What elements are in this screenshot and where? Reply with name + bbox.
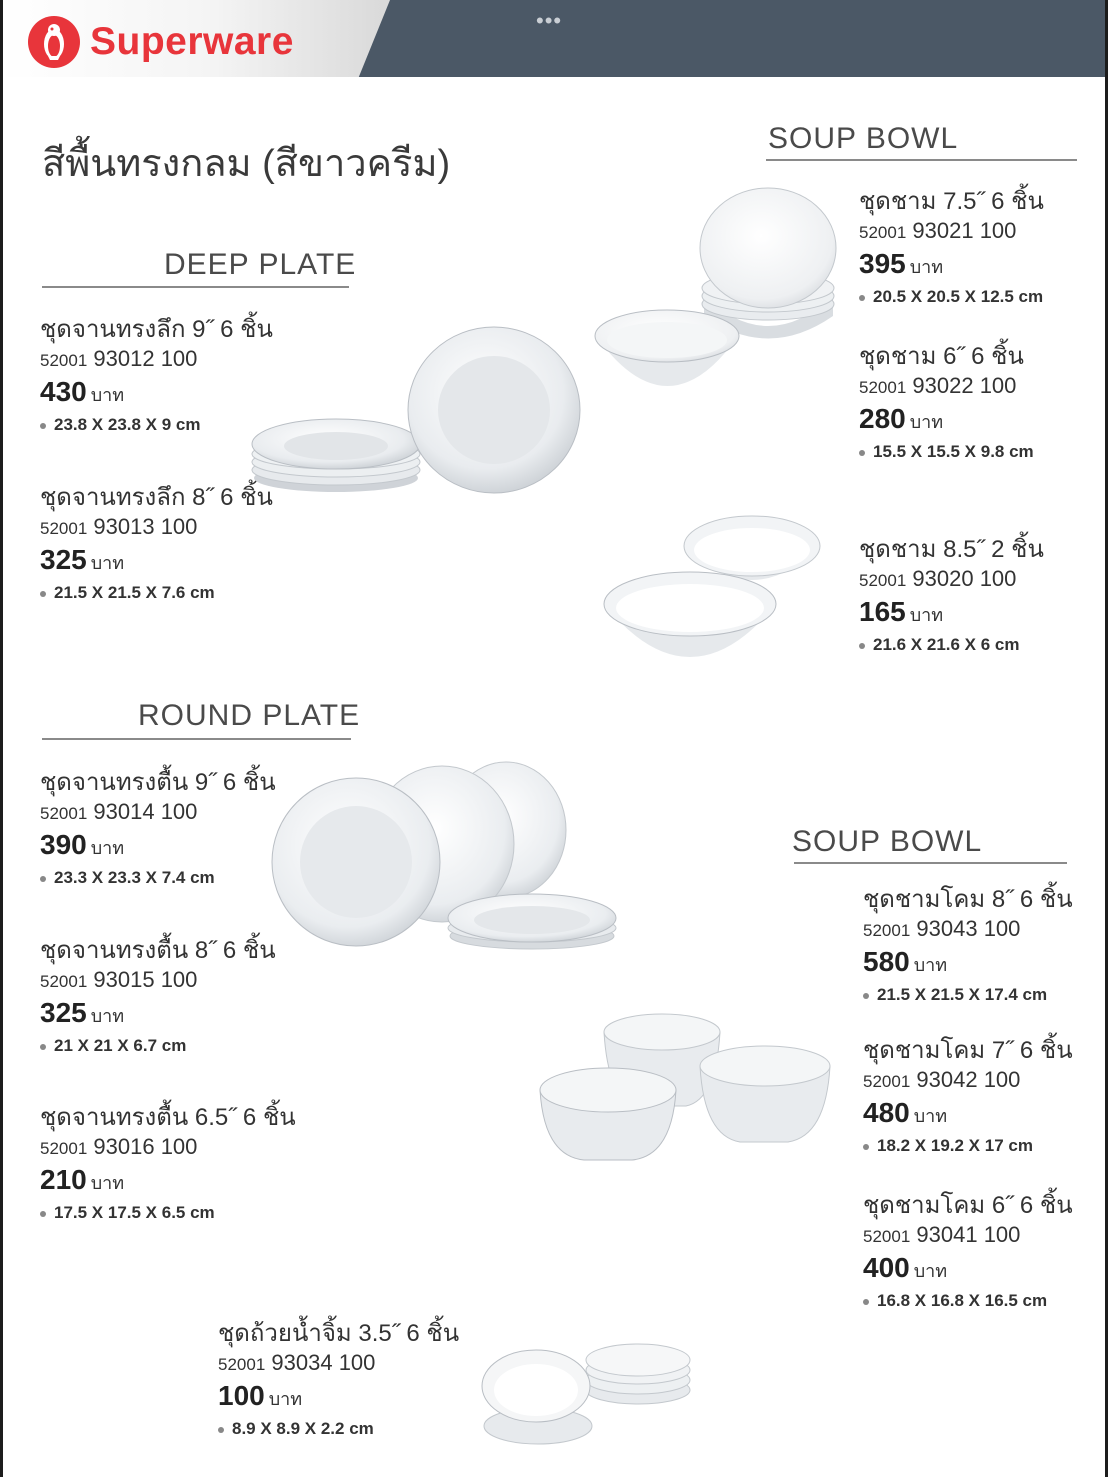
product-price: 165 บาท <box>859 596 944 627</box>
product-code: 52001 93034 100 <box>218 1350 376 1375</box>
product-price: 430 บาท <box>40 376 125 407</box>
product-price: 325 บาท <box>40 997 125 1028</box>
product-item-deep-plate-9[interactable] <box>40 315 273 436</box>
section-title-soup-bowl: SOUP BOWL <box>768 122 959 155</box>
product-code: 52001 93041 100 <box>863 1222 1021 1247</box>
product-dimensions: 16.8 X 16.8 X 16.5 cm <box>863 1290 1073 1312</box>
product-dimensions: 18.2 X 19.2 X 17 cm <box>863 1135 1073 1157</box>
section-title-soup-bowl: SOUP BOWL <box>792 825 983 858</box>
section-divider <box>794 862 1067 864</box>
product-name: ชุดจานทรงลึก 8˝ 6 ชิ้น <box>40 484 273 511</box>
product-dimensions: 23.3 X 23.3 X 7.4 cm <box>40 867 276 889</box>
product-dimensions: 23.8 X 23.8 X 9 cm <box>40 414 273 436</box>
product-name: ชุดจานทรงตื้น 6.5˝ 6 ชิ้น <box>40 1104 296 1131</box>
product-price: 280 บาท <box>859 403 944 434</box>
product-code: 52001 93012 100 <box>40 346 198 371</box>
section-title-deep-plate: DEEP PLATE <box>164 248 357 281</box>
product-item-round-plate-9[interactable] <box>40 768 276 889</box>
product-name: ชุดชามโคม 6˝ 6 ชิ้น <box>863 1192 1073 1219</box>
product-item-sauce-cup-3-5[interactable] <box>218 1319 459 1440</box>
product-dimensions: 21.6 X 21.6 X 6 cm <box>859 634 1044 656</box>
product-name: ชุดชามโคม 7˝ 6 ชิ้น <box>863 1037 1073 1064</box>
product-code: 52001 93021 100 <box>859 218 1017 243</box>
product-item-deep-plate-8[interactable] <box>40 483 273 604</box>
product-dimensions: 20.5 X 20.5 X 12.5 cm <box>859 286 1044 308</box>
section-title-round-plate: ROUND PLATE <box>138 699 361 732</box>
product-name: ชุดชาม 6˝ 6 ชิ้น <box>859 343 1024 370</box>
product-code: 52001 93020 100 <box>859 566 1017 591</box>
section-divider <box>766 159 1077 161</box>
product-item-soup-bowl-8-5[interactable] <box>859 535 1044 656</box>
product-dimensions: 17.5 X 17.5 X 6.5 cm <box>40 1202 296 1224</box>
soup-bowl-8-5-set-image <box>598 510 826 678</box>
product-price: 100 บาท <box>218 1380 303 1411</box>
brand-name: Superware <box>90 20 294 63</box>
header-bar <box>0 0 1108 77</box>
product-name: ชุดถ้วยน้ำจิ้ม 3.5˝ 6 ชิ้น <box>218 1320 460 1347</box>
product-code: 52001 93016 100 <box>40 1134 198 1159</box>
product-name: ชุดชาม 7.5˝ 6 ชิ้น <box>859 188 1044 215</box>
product-price: 390 บาท <box>40 829 125 860</box>
soup-bowl-7-5-set-image <box>590 186 845 392</box>
product-item-soup-bowl-7-5[interactable] <box>859 187 1044 308</box>
dome-bowl-set-image <box>538 1010 833 1165</box>
product-price: 210 บาท <box>40 1164 125 1195</box>
product-code: 52001 93043 100 <box>863 916 1021 941</box>
section-divider <box>42 286 349 288</box>
product-dimensions: 15.5 X 15.5 X 9.8 cm <box>859 441 1034 463</box>
product-price: 480 บาท <box>863 1097 948 1128</box>
product-price: 580 บาท <box>863 946 948 977</box>
product-price: 395 บาท <box>859 248 944 279</box>
product-dimensions: 21.5 X 21.5 X 17.4 cm <box>863 984 1073 1006</box>
product-dimensions: 21 X 21 X 6.7 cm <box>40 1035 276 1057</box>
product-name: ชุดจานทรงตื้น 9˝ 6 ชิ้น <box>40 769 276 796</box>
product-item-dome-bowl-7[interactable] <box>863 1036 1073 1157</box>
product-price: 325 บาท <box>40 544 125 575</box>
product-code: 52001 93022 100 <box>859 373 1017 398</box>
deep-plate-set-image <box>250 318 585 503</box>
product-item-round-plate-6-5[interactable] <box>40 1103 296 1224</box>
product-name: ชุดจานทรงลึก 9˝ 6 ชิ้น <box>40 316 273 343</box>
product-item-dome-bowl-6[interactable] <box>863 1191 1073 1312</box>
penguin-logo-icon <box>28 16 80 68</box>
product-name: ชุดจานทรงตื้น 8˝ 6 ชิ้น <box>40 937 276 964</box>
section-divider <box>42 738 351 740</box>
round-plate-set-image <box>270 758 620 953</box>
page-title: สีพื้นทรงกลม (สีขาวครีม) <box>42 143 451 185</box>
brand-logo[interactable] <box>28 16 294 68</box>
product-dimensions: 21.5 X 21.5 X 7.6 cm <box>40 582 273 604</box>
product-name: ชุดชามโคม 8˝ 6 ชิ้น <box>863 886 1073 913</box>
product-code: 52001 93013 100 <box>40 514 198 539</box>
product-code: 52001 93042 100 <box>863 1067 1021 1092</box>
product-item-round-plate-8[interactable] <box>40 936 276 1057</box>
product-item-soup-bowl-6[interactable] <box>859 342 1034 463</box>
product-code: 52001 93014 100 <box>40 799 198 824</box>
sauce-cup-set-image <box>478 1340 693 1452</box>
product-price: 400 บาท <box>863 1252 948 1283</box>
more-dots-icon[interactable]: ••• <box>536 8 563 33</box>
product-code: 52001 93015 100 <box>40 967 198 992</box>
product-item-dome-bowl-8[interactable] <box>863 885 1073 1006</box>
product-name: ชุดชาม 8.5˝ 2 ชิ้น <box>859 536 1044 563</box>
product-dimensions: 8.9 X 8.9 X 2.2 cm <box>218 1418 459 1440</box>
